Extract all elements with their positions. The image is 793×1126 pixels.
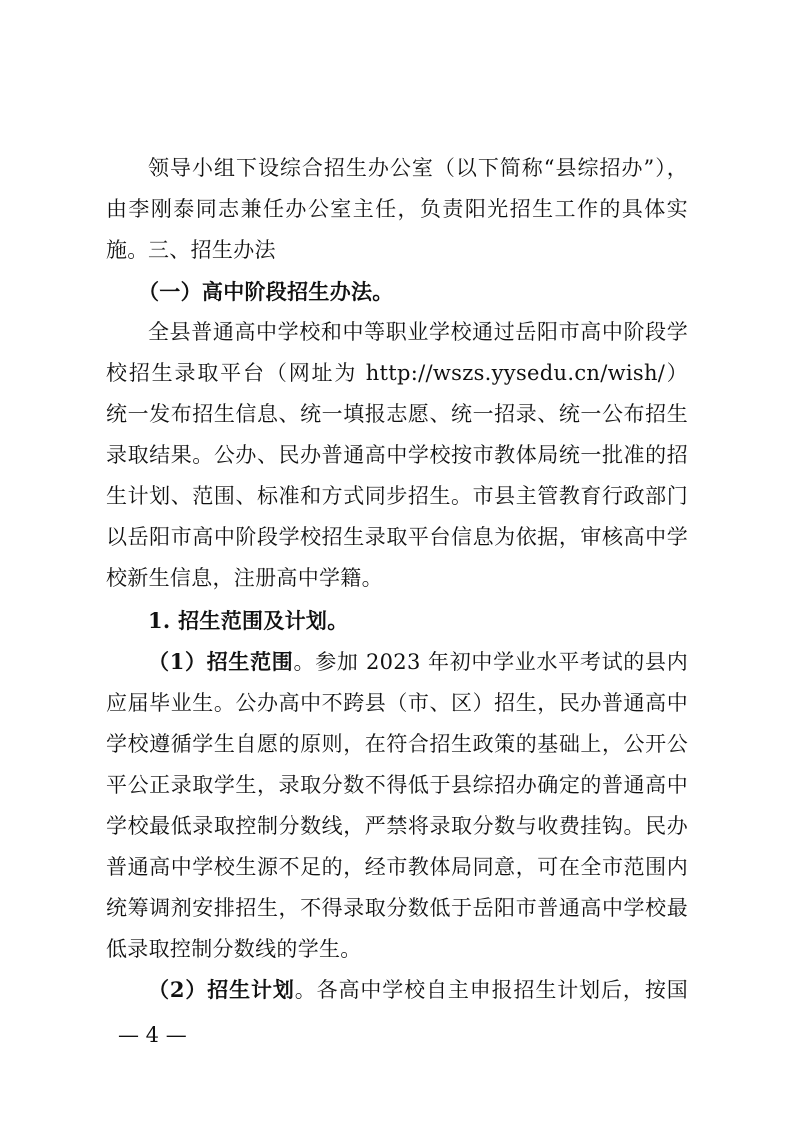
paragraph-office-intro: 领导小组下设综合招生办公室（以下简称“县综招办”），由李刚泰同志兼任办公室主任，负责阳光招生工作的具体实施。 <box>106 156 688 262</box>
paragraph-enrollment-platform: 全县普通高中学校和中等职业学校通过岳阳市高中阶段学校招生录取平台（网址为 http://wszs.yysedu.cn/wish/）统一发布招生信息、统一填报志愿、统一招录、统一公布招生录取结果。公办、民办普通高中学校按市教体局统一批准的招生计划、范围、标准和方式同步招生。市县主管教育行政部门以岳阳市高中阶段学校招生录取平台信息为依据，审核高中学校新生信息，注册高中学籍。 <box>106 320 688 590</box>
item-heading-scope-and-plan: 1. 招生范围及计划。 <box>148 608 349 633</box>
page-number: — 4 — <box>118 1023 187 1047</box>
subsection-heading-high-school: （一）高中阶段招生办法。 <box>138 279 394 304</box>
label-enrollment-scope: （1）招生范围 <box>148 649 294 674</box>
paragraph-enrollment-scope <box>106 641 688 970</box>
text-enrollment-plan: 。各高中学校自主申报招生计划后，按国 <box>294 978 688 1002</box>
section-heading-enrollment-methods: 三、招生办法 <box>148 238 276 262</box>
text-enrollment-scope: 。参加 2023 年初中学业水平考试的县内应届毕业生。公办高中不跨县（市、区）招生，民办普通高中学校遵循学生自愿的原则，在符合招生政策的基础上，公开公平公正录取学生，录取分数不得低于县综招办确定的普通高中学校最低录取控制分数线，严禁将录取分数与收费挂钩。民办普通高中学校生源不足的，经市教体局同意，可在全市范围内统筹调剂安排招生，不得录取分数低于岳阳市普通高中学校最低录取控制分数线的学生。 <box>106 650 688 961</box>
paragraph-enrollment-plan <box>106 969 688 1010</box>
label-enrollment-plan: （2）招生计划 <box>148 977 295 1002</box>
